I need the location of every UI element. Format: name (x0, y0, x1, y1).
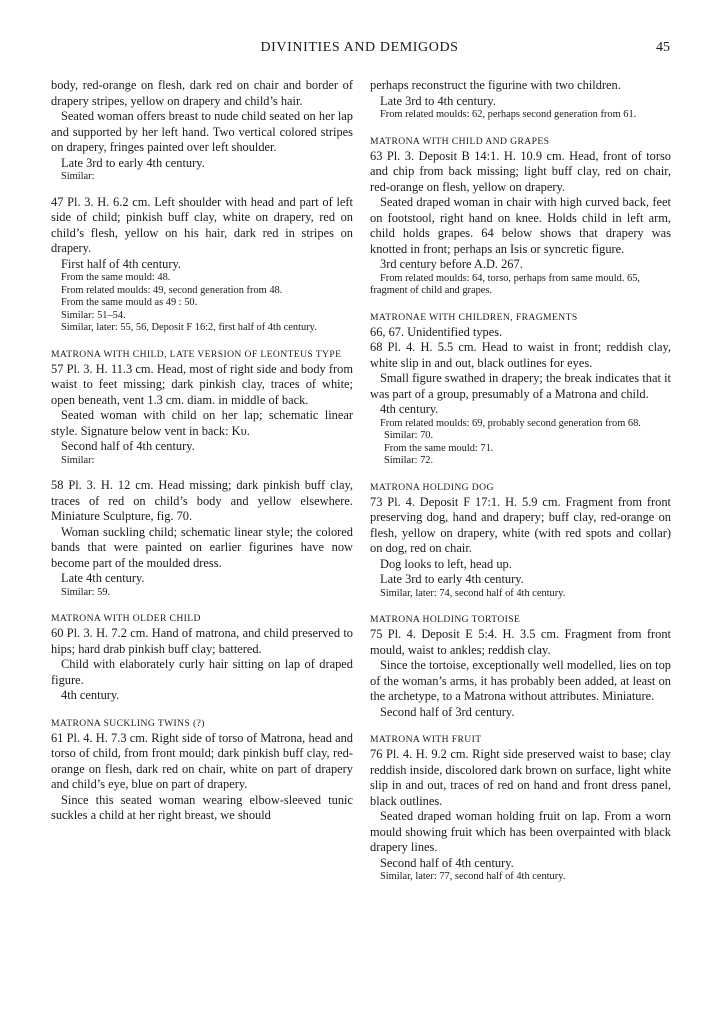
note: From the same mould: 48. (61, 272, 171, 283)
note: Similar: 70. (384, 430, 434, 441)
entry-date: Late 4th century. (61, 571, 145, 585)
paragraph: body, red-orange on flesh, dark red on chair and border of drapery stripes, yellow on drapery and child’s hair. (51, 78, 353, 108)
paragraph: Late 3rd to early 4th century. (61, 155, 205, 170)
note: Similar, later: 77, second half of 4th century. (380, 871, 566, 882)
paragraph: Late 3rd to 4th century. (380, 93, 496, 108)
section-heading: MATRONA WITH FRUIT (370, 734, 482, 745)
entry-date: 4th century. (380, 402, 439, 416)
section-heading: MATRONA HOLDING TORTOISE (370, 614, 521, 625)
paragraph: perhaps reconstruct the figurine with two children. (370, 78, 621, 92)
note: From related moulds: 64, torso, perhaps from same mould. 65, fragment of child and grapes. (370, 272, 641, 296)
catalog-entry-66: 66, 67. Unidentified types. (370, 324, 503, 339)
note: Similar, later: 74, second half of 4th century. (380, 587, 566, 599)
entry-description: Seated woman with child on her lap; schematic linear style. Signature below vent in back: Κυ. (51, 408, 353, 438)
entry-description: Woman suckling child; schematic linear style; the colored bands that were painted on earlier figurines have now become part of the moulded dress. (51, 524, 353, 570)
note: Similar: (61, 454, 95, 466)
entry-description: Since the tortoise, exceptionally well modelled, lies on top of the woman’s arms, it has probably been added, at least on the archetype, to a Matrona without attributes. Miniature. (370, 658, 671, 703)
entry-date: Second half of 4th century. (61, 439, 195, 453)
entry-description: Seated draped woman in chair with high curved back, feet on footstool, right hand on knee. Holds child in left arm, child holds grapes. 64 below shows that drapery was knotted in front; perhaps an Isis or syncretic figure. (370, 195, 671, 256)
entry-description: Seated draped woman holding fruit on lap. From a worn mould showing fruit which has been overpainted with black drapery lines. (370, 809, 671, 854)
entry-date: Late 3rd to early 4th century. (380, 572, 524, 586)
catalog-entry-60: 60 Pl. 3. H. 7.2 cm. Hand of matrona, and child preserved to hips; hard drab pinkish buff clay; battered. (51, 626, 353, 656)
running-header: DIVINITIES AND DEMIGODS (260, 40, 459, 55)
note: From related moulds: 69, probably second generation from 68. (380, 417, 641, 429)
page-number: 45 (656, 40, 670, 55)
note: From the same mould as 49 : 50. (61, 297, 198, 308)
entry-description: Child with elaborately curly hair sitting on lap of draped figure. (51, 657, 353, 687)
paragraph: Seated woman offers breast to nude child seated on her lap and supported by her left hand. Two vertical colored stripes on drapery, fringes painted over left shoulder. (51, 109, 353, 154)
entry-date: Second half of 3rd century. (380, 704, 515, 719)
right-column (370, 78, 671, 884)
note: Similar: 51–54. (61, 309, 126, 321)
note: From related moulds: 49, second generation from 48. (61, 284, 283, 296)
catalog-entry-73: 73 Pl. 4. Deposit F 17:1. H. 5.9 cm. Fragment from front preserving dog, hand and drapery; buff clay, red-orange on flesh, yellow on drapery, white (with red spots and collar) on dog, red on chair. (370, 494, 671, 555)
catalog-entry-57: 57 Pl. 3. H. 11.3 cm. Head, most of right side and body from waist to feet missing; dark pinkish clay, traces of white; open beneath, vent 1.3 cm. diam. in middle of back. (51, 361, 353, 407)
entry-date: 4th century. (61, 688, 120, 702)
note: Similar: (61, 171, 95, 182)
catalog-entry-63: 63 Pl. 3. Deposit B 14:1. H. 10.9 cm. Head, front of torso and chip from back missing; light buff clay, red on chair, red-orange on flesh, yellow on drapery. (370, 148, 671, 194)
note: Similar, later: 55, 56, Deposit F 16:2, first half of 4th century. (61, 322, 317, 333)
note: From the same mould: 71. (384, 442, 494, 454)
note: Similar: 72. (384, 455, 434, 466)
catalog-entry-75: 75 Pl. 4. Deposit E 5:4. H. 3.5 cm. Fragment from front mould, waist to ankles; reddish clay. (370, 627, 671, 657)
section-heading: MATRONAE WITH CHILDREN, FRAGMENTS (370, 311, 578, 323)
entry-date: Second half of 4th century. (380, 855, 514, 870)
section-heading: MATRONA WITH OLDER CHILD (51, 613, 201, 624)
entry-description: Since this seated woman wearing elbow-sleeved tunic suckles a child at her right breast, we should (51, 792, 353, 822)
catalog-entry-47: 47 Pl. 3. H. 6.2 cm. Left shoulder with head and part of left side of child; pinkish buff clay, white on drapery, red on child’s flesh, yellow on his hair, dark red in stripes on drapery. (51, 194, 353, 255)
section-heading: MATRONA WITH CHILD, LATE VERSION OF LEONTEUS TYPE (51, 348, 342, 360)
section-heading: MATRONA SUCKLING TWINS (?) (51, 717, 205, 729)
left-column (51, 78, 353, 824)
section-heading: MATRONA WITH CHILD AND GRAPES (370, 135, 550, 147)
catalog-entry-61: 61 Pl. 4. H. 7.3 cm. Right side of torso of Matrona, head and torso of child, from front mould; dark pinkish buff clay, red-orange on flesh, dark red on chair, white on part of drapery and child’s eye, blue on part of drapery. (51, 730, 353, 791)
section-heading: MATRONA HOLDING DOG (370, 481, 494, 493)
entry-date: First half of 4th century. (61, 256, 181, 271)
catalog-entry-76: 76 Pl. 4. H. 9.2 cm. Right side preserved waist to base; clay reddish inside, discolored dark brown on surface, light white slip in and out, traces of red on hand and front dress panel, black outlines. (370, 747, 671, 808)
catalog-entry-68: 68 Pl. 4. H. 5.5 cm. Head to waist in front; reddish clay, white slip in and out, black outlines for eyes. (370, 340, 671, 370)
note: From related moulds: 62, perhaps second generation from 61. (380, 109, 637, 120)
entry-description: Small figure swathed in drapery; the break indicates that it was part of a group, presumably of a Matrona and child. (370, 371, 671, 401)
catalog-entry-58: 58 Pl. 3. H. 12 cm. Head missing; dark pinkish buff clay, traces of red on child’s body and yellow elsewhere. Miniature Sculpture, fig. 70. (51, 478, 353, 523)
entry-date: 3rd century before A.D. 267. (380, 257, 523, 271)
entry-description: Dog looks to left, head up. (380, 556, 512, 571)
note: Similar: 59. (61, 586, 111, 598)
